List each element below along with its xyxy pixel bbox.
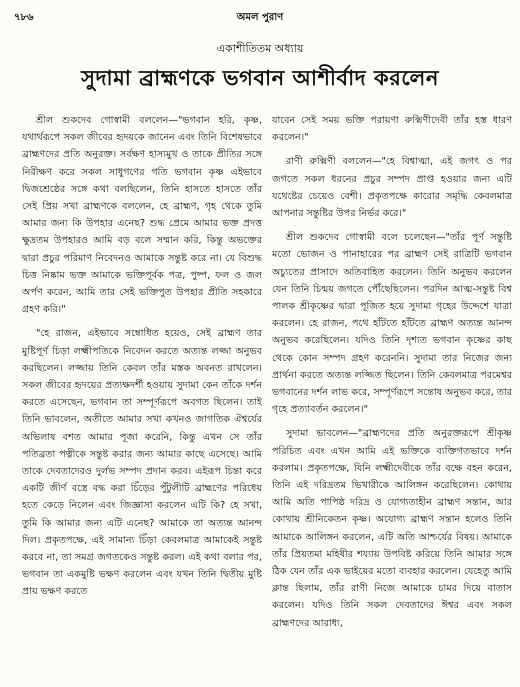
left-column (22, 112, 262, 679)
paragraph: যাবেন সেই সময় ভক্তি পরায়ণা রুক্মিণীদেবী তাঁর হস্ত ধারণ করলেন।" (272, 115, 512, 144)
paragraph: শ্রীল শুকদেব গোস্বামী বলে চলেছেন—"তাঁর পূর্ণ সন্তুষ্টি মতো ভোজন ও পানাহারের পর ব্রাহ্মণ সেই রাত্রিটি ভগবান অচ্যুতের প্রাসাদে অতিবাহিত করলেন। তিনি অনুভব করলেন যেন তিনি চিন্ময় জগতে পৌঁছেছিলেন। পরদিন আত্ম-সন্তুষ্ট বিশ্ব পালক শ্রীকৃষ্ণের দ্বারা পূজিত হয়ে সুদামা গৃহের উদ্দেশে যাত্রা করলেন। হে রাজন, পথে হাঁটতে হাঁটতে ব্রাহ্মণ অত্যন্ত আনন্দ অনুভব করেছিলেন। যদিও তিনি দৃশ্যত ভগবান কৃষ্ণের কাছ থেকে কোন সম্পদ গ্রহণ করেননি। সুদামা তার নিজের জন্য প্রার্থনা করতে অত্যন্ত লজ্জিত ছিলেন। তিনি কেবলমাত্র পরমেশ্বর ভগবানের দর্শন লাভ করে, সম্পূর্ণরূপে সন্তোষ অনুভব করে, তার গৃহে প্রত্যাবর্তন করলেন।" (272, 232, 512, 416)
right-column (272, 112, 512, 679)
page-number: ৭৮৬ (14, 12, 34, 23)
paragraph: রাণী রুক্মিণী বললেন—"হে বিশ্বাত্মা, এই জগৎ ও পর জগতে সকল ধরনের প্রচুর সম্পদ প্রাপ্ত হওয়ার জন্য এটি যথেষ্টের চেয়েও বেশী। প্রকৃতপক্ষে কারোর সমৃদ্ধি কেবলমাত্র আপনার সন্তুষ্টির উপর নির্ভর করে।" (272, 156, 512, 220)
paragraph: "হে রাজন, এইভাবে সম্বোধিত হয়েও, সেই ব্রাহ্মণ তার মুষ্টিপূর্ণ চিড়া লক্ষ্মীপতিকে নিবেদন করতে অত্যন্ত লজ্জা অনুভব করছিলেন। লজ্জায় তিনি কেবল তাঁর মস্তক অবনত রাখলেন। সকল জীবের হৃদয়ের প্রত্যক্ষদর্শী হওয়ায় সুদামা কেন তাঁকে দর্শন করতে এসেছেন, ভগবান তা সম্পূর্ণরূপে অবগত ছিলেন। তাই তিনি ভাবলেন, অতীতে আমার সখা কখনও জাগতিক ঐশ্বর্যের অভিলাষ বশত আমার পূজা করেনি, কিন্তু এখন সে তাঁর পতিব্রতা পত্নীকে সন্তুষ্ট করার জন্য আমার কাছে এসেছে। আমি তাকে দেবতাদেরও দুর্লভ সম্পদ প্রদান করব। এইরূপ চিন্তা করে একটি জীর্ণ বস্ত্রে বদ্ধ করা চিঁড়ের পুঁটুলীটি ব্রাহ্মণের পরিধেয় হতে কেড়ে নিলেন এবং জিজ্ঞাসা করলেন এটি কি? হে সখা, তুমি কি আমার জন্য এটি এনেছ? আমাকে তা অত্যন্ত আনন্দ দিল। প্রকৃতপক্ষে, এই সামান্য চিঁড়া কেবলমাত্র আমাকেই সন্তুষ্ট করবে না, তা সমগ্র জগতকেও সন্তুষ্ট করল। এই কথা বলার পর, ভগবান তা একমুষ্টি ভক্ষণ করলেন এবং যখন তিনি দ্বিতীয় মুষ্টি প্রায় ভক্ষণ করতে (22, 328, 262, 598)
paragraph: শ্রীল শুকদেব গোস্বামী বললেন—"ভগবান হরি, কৃষ্ণ, যথার্থরূপে সকল জীবের হৃদয়কে জানেন এবং তিনি বিশেষভাবে ব্রাহ্মণদের প্রতি অনুরক্ত। সর্বক্ষণ হাস্যমুখ ও তাকে প্রীতির সঙ্গে নিরীক্ষণ করে সকল সাধুগণের গতি ভগবান কৃষ্ণ এইভাবে দ্বিজশ্রেষ্ঠের সঙ্গে কথা বলছিলেন, তিনি হাসতে হাসতে তাঁর সেই প্রিয় সখা ব্রাহ্মণকে বললেন, হে ব্রাহ্মণ, গৃহ থেকে তুমি আমার জন্য কি উপহার এনেছ? শুদ্ধ প্রেমে আমার ভক্ত প্রদত্ত ক্ষুদ্রতম উপহারও আমি বড় বলে সম্মান করি, কিন্তু অভক্তের দ্বারা প্রচুর পরিমাণ নিবেদনও আমাকে সন্তুষ্ট করে না। যে বিশুদ্ধ চিত্ত নিষ্কাম ভক্ত আমাকে ভক্তিপূর্বক পত্র, পুষ্প, ফল ও জল অর্পণ করেন, আমি তার সেই ভক্তিপুত উপহার প্রীতি সহকারে গ্রহণ করি।" (22, 115, 262, 316)
chapter-label: একাশীতিতম অধ্যায় (216, 42, 304, 55)
running-head: অমল পুরাণ (236, 12, 284, 23)
chapter-title: সুদামা ব্রাহ্মণকে ভগবান আশীর্বাদ করলেন (81, 66, 439, 90)
paragraph: সুদামা ভাবলেন—"ব্রাহ্মণদের প্রতি অনুরক্তরূপে শ্রীকৃষ্ণ পরিচিত এবং এখন আমি এই ভক্তিকে ব্যক্তিগতভাবে দর্শন করলাম। প্রকৃতপক্ষে, যিনি লক্ষ্মীদেবীকে তাঁর বক্ষে বহন করেন, তিনি এই দরিদ্রতম ভিখারীকে আলিঙ্গন করেছিলেন। কোথায় আমি অতি পাপিষ্ঠ দরিদ্র ও যোগ্যতাহীন ব্রাহ্মণ সন্তান, আর কোথায় শ্রীনিকেতন কৃষ্ণ। অযোগ্য ব্রাহ্মণ সন্তান হলেও তিনি আমাকে আলিঙ্গন করলেন, এটি অতি আশ্চর্যের বিষয়। আমাকে তাঁর প্রিয়তমা মহিষীর শয্যায় উপবিষ্ট করিয়ে তিনি আমার সঙ্গে ঠিক যেন তাঁর এক ভাইয়ের মতো ব্যবহার করলেন। যেহেতু আমি ক্লান্ত ছিলাম, তাঁর রাণী নিজে আমাকে চামর দিয়ে বাতাস করলেন। যদিও তিনি সকল দেবতাদের ঈশ্বর এবং সকল ব্রাহ্মণদের আরাধ্য, (272, 428, 512, 629)
